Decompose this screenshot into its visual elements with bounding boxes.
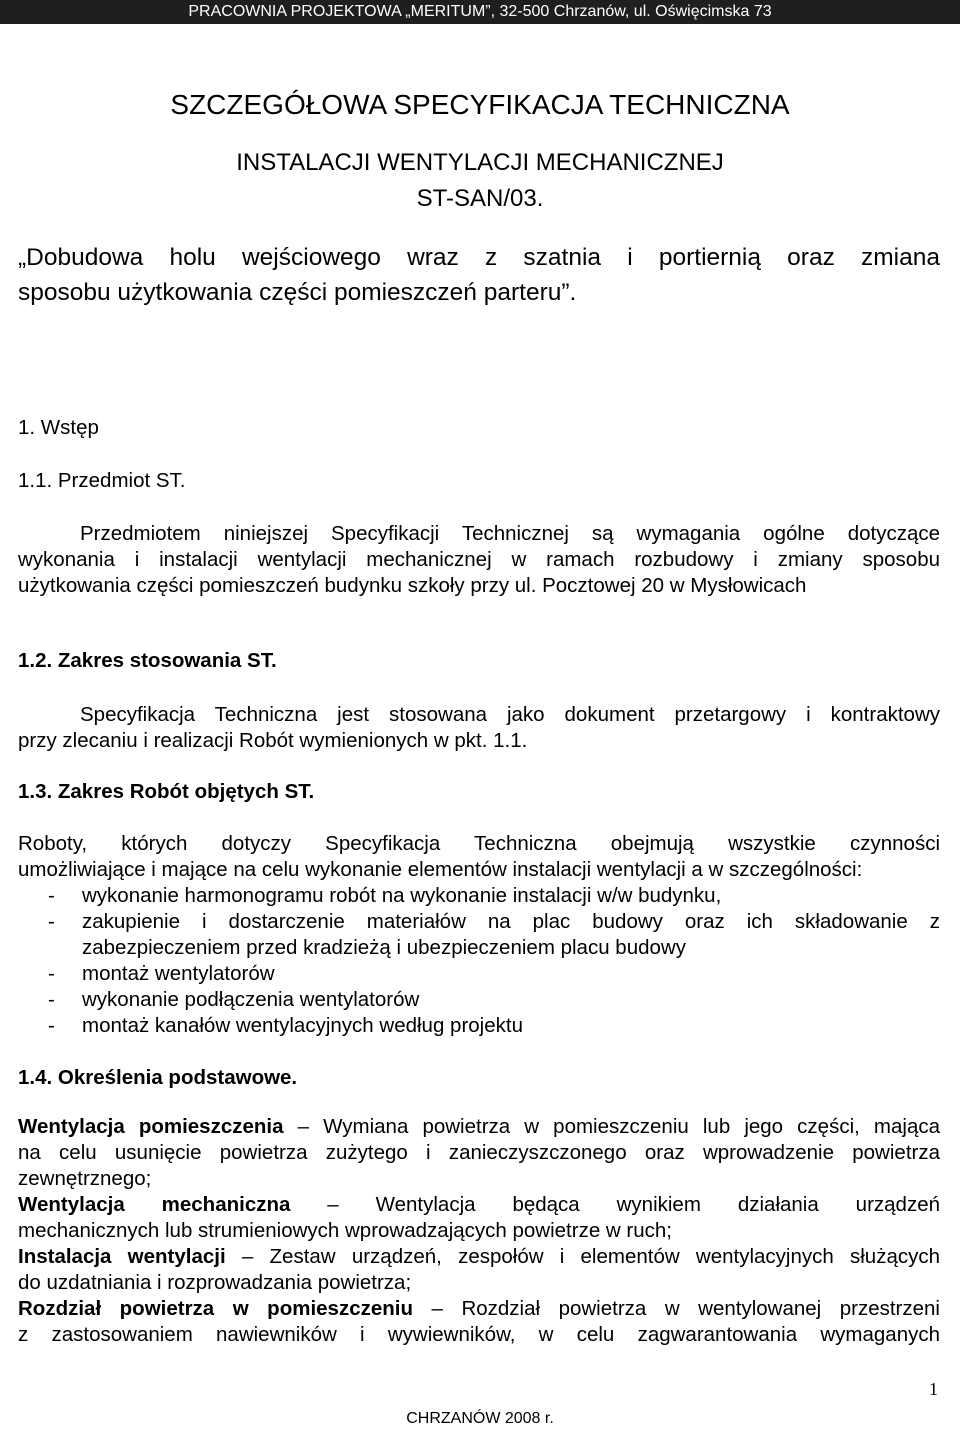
list-item [48,961,940,987]
list-dash: - [48,884,55,907]
definition-text: Zestaw urządzeń, zespołów i elementów wentylacyjnych służących [269,1245,940,1268]
list-item-text: montaż wentylatorów [82,962,275,985]
definition-line: mechanicznych lub strumieniowych wprowadzających powietrze w ruch; [18,1219,672,1242]
paragraph-1-3-line: umożliwiające i mające na celu wykonanie elementów instalacji wentylacji a w szczególności: [18,858,863,881]
page-number: 1 [929,1379,938,1399]
definition-line [18,1244,940,1270]
list-item-text: wykonanie podłączenia wentylatorów [82,988,420,1011]
heading-1-intro: 1. Wstęp [18,416,99,439]
page-footer: CHRZANÓW 2008 r. [406,1410,554,1427]
definition-separator: – [413,1297,462,1320]
document-title: SZCZEGÓŁOWA SPECYFIKACJA TECHNICZNA [170,89,790,120]
list-item [48,987,940,1013]
list-item [48,909,940,935]
definition-separator: – [283,1115,324,1138]
document-code: ST-SAN/03. [416,185,544,212]
list-item-continuation: zabezpieczeniem przed kradzieżą i ubezpieczeniem placu budowy [82,936,686,959]
paragraph-1-1-line: wykonania i instalacji wentylacji mechanicznej w ramach rozbudowy i zmiany sposobu [18,548,940,571]
definition-separator: – [290,1193,376,1216]
definition-line: do uzdatniania i rozprowadzania powietrza; [18,1271,412,1294]
list-dash: - [48,988,55,1011]
paragraph-1-3-line: Roboty, których dotyczy Specyfikacja Techniczna obejmują wszystkie czynności [18,832,940,855]
heading-1-1: 1.1. Przedmiot ST. [18,469,186,492]
definition-line [18,1114,940,1140]
list-item-text: zakupienie i dostarczenie materiałów na plac budowy oraz ich składowanie z [82,910,940,933]
heading-1-3: 1.3. Zakres Robót objętych ST. [18,780,315,803]
project-name-line-1: „Dobudowa holu wejściowego wraz z szatnia i portiernią oraz zmiana [18,244,940,271]
definition-separator: – [225,1245,270,1268]
project-name-line-2: sposobu użytkowania części pomieszczeń parteru”. [18,279,577,306]
list-item-text: wykonanie harmonogramu robót na wykonanie instalacji w/w budynku, [82,884,722,907]
list-dash: - [48,962,55,985]
definition-line: na celu usunięcie powietrza zużytego i zanieczyszczonego oraz wprowadzenie powietrza [18,1141,940,1164]
definition-term: Wentylacja pomieszczenia [18,1115,284,1138]
heading-1-4: 1.4. Określenia podstawowe. [18,1066,298,1089]
list-item-text: montaż kanałów wentylacyjnych według projektu [82,1014,523,1037]
paragraph-1-2-line: przy zlecaniu i realizacji Robót wymienionych w pkt. 1.1. [18,729,528,752]
definition-text: Wymiana powietrza w pomieszczeniu lub jego części, mająca [323,1115,940,1138]
paragraph-1-2-line: Specyfikacja Techniczna jest stosowana jako dokument przetargowy i kontraktowy [80,703,940,726]
definition-text: Wentylacja będąca wynikiem działania urządzeń [375,1193,941,1216]
definition-line [18,1296,940,1322]
heading-1-2: 1.2. Zakres stosowania ST. [18,649,277,672]
definition-line: z zastosowaniem nawiewników i wywiewników, w celu zagwarantowania wymaganych [18,1323,940,1346]
definition-text: Rozdział powietrza w wentylowanej przestrzeni [461,1297,940,1320]
definition-term: Wentylacja mechaniczna [18,1193,291,1216]
paragraph-1-1-line: użytkowania części pomieszczeń budynku szkoły przy ul. Pocztowej 20 w Mysłowicach [18,574,807,597]
definition-term: Rozdział powietrza w pomieszczeniu [18,1297,413,1320]
list-item [48,1013,940,1039]
page-header: PRACOWNIA PROJEKTOWA „MERITUM”, 32-500 Chrzanów, ul. Oświęcimska 73 [0,0,960,24]
document-subtitle: INSTALACJI WENTYLACJI MECHANICZNEJ [236,149,724,176]
list-item [48,883,940,909]
definition-line [18,1192,940,1218]
list-dash: - [48,910,55,933]
definition-term: Instalacja wentylacji [18,1245,226,1268]
list-dash: - [48,1014,55,1037]
paragraph-1-1-line: Przedmiotem niniejszej Specyfikacji Technicznej są wymagania ogólne dotyczące [80,522,940,545]
definition-line: zewnętrznego; [18,1167,152,1190]
